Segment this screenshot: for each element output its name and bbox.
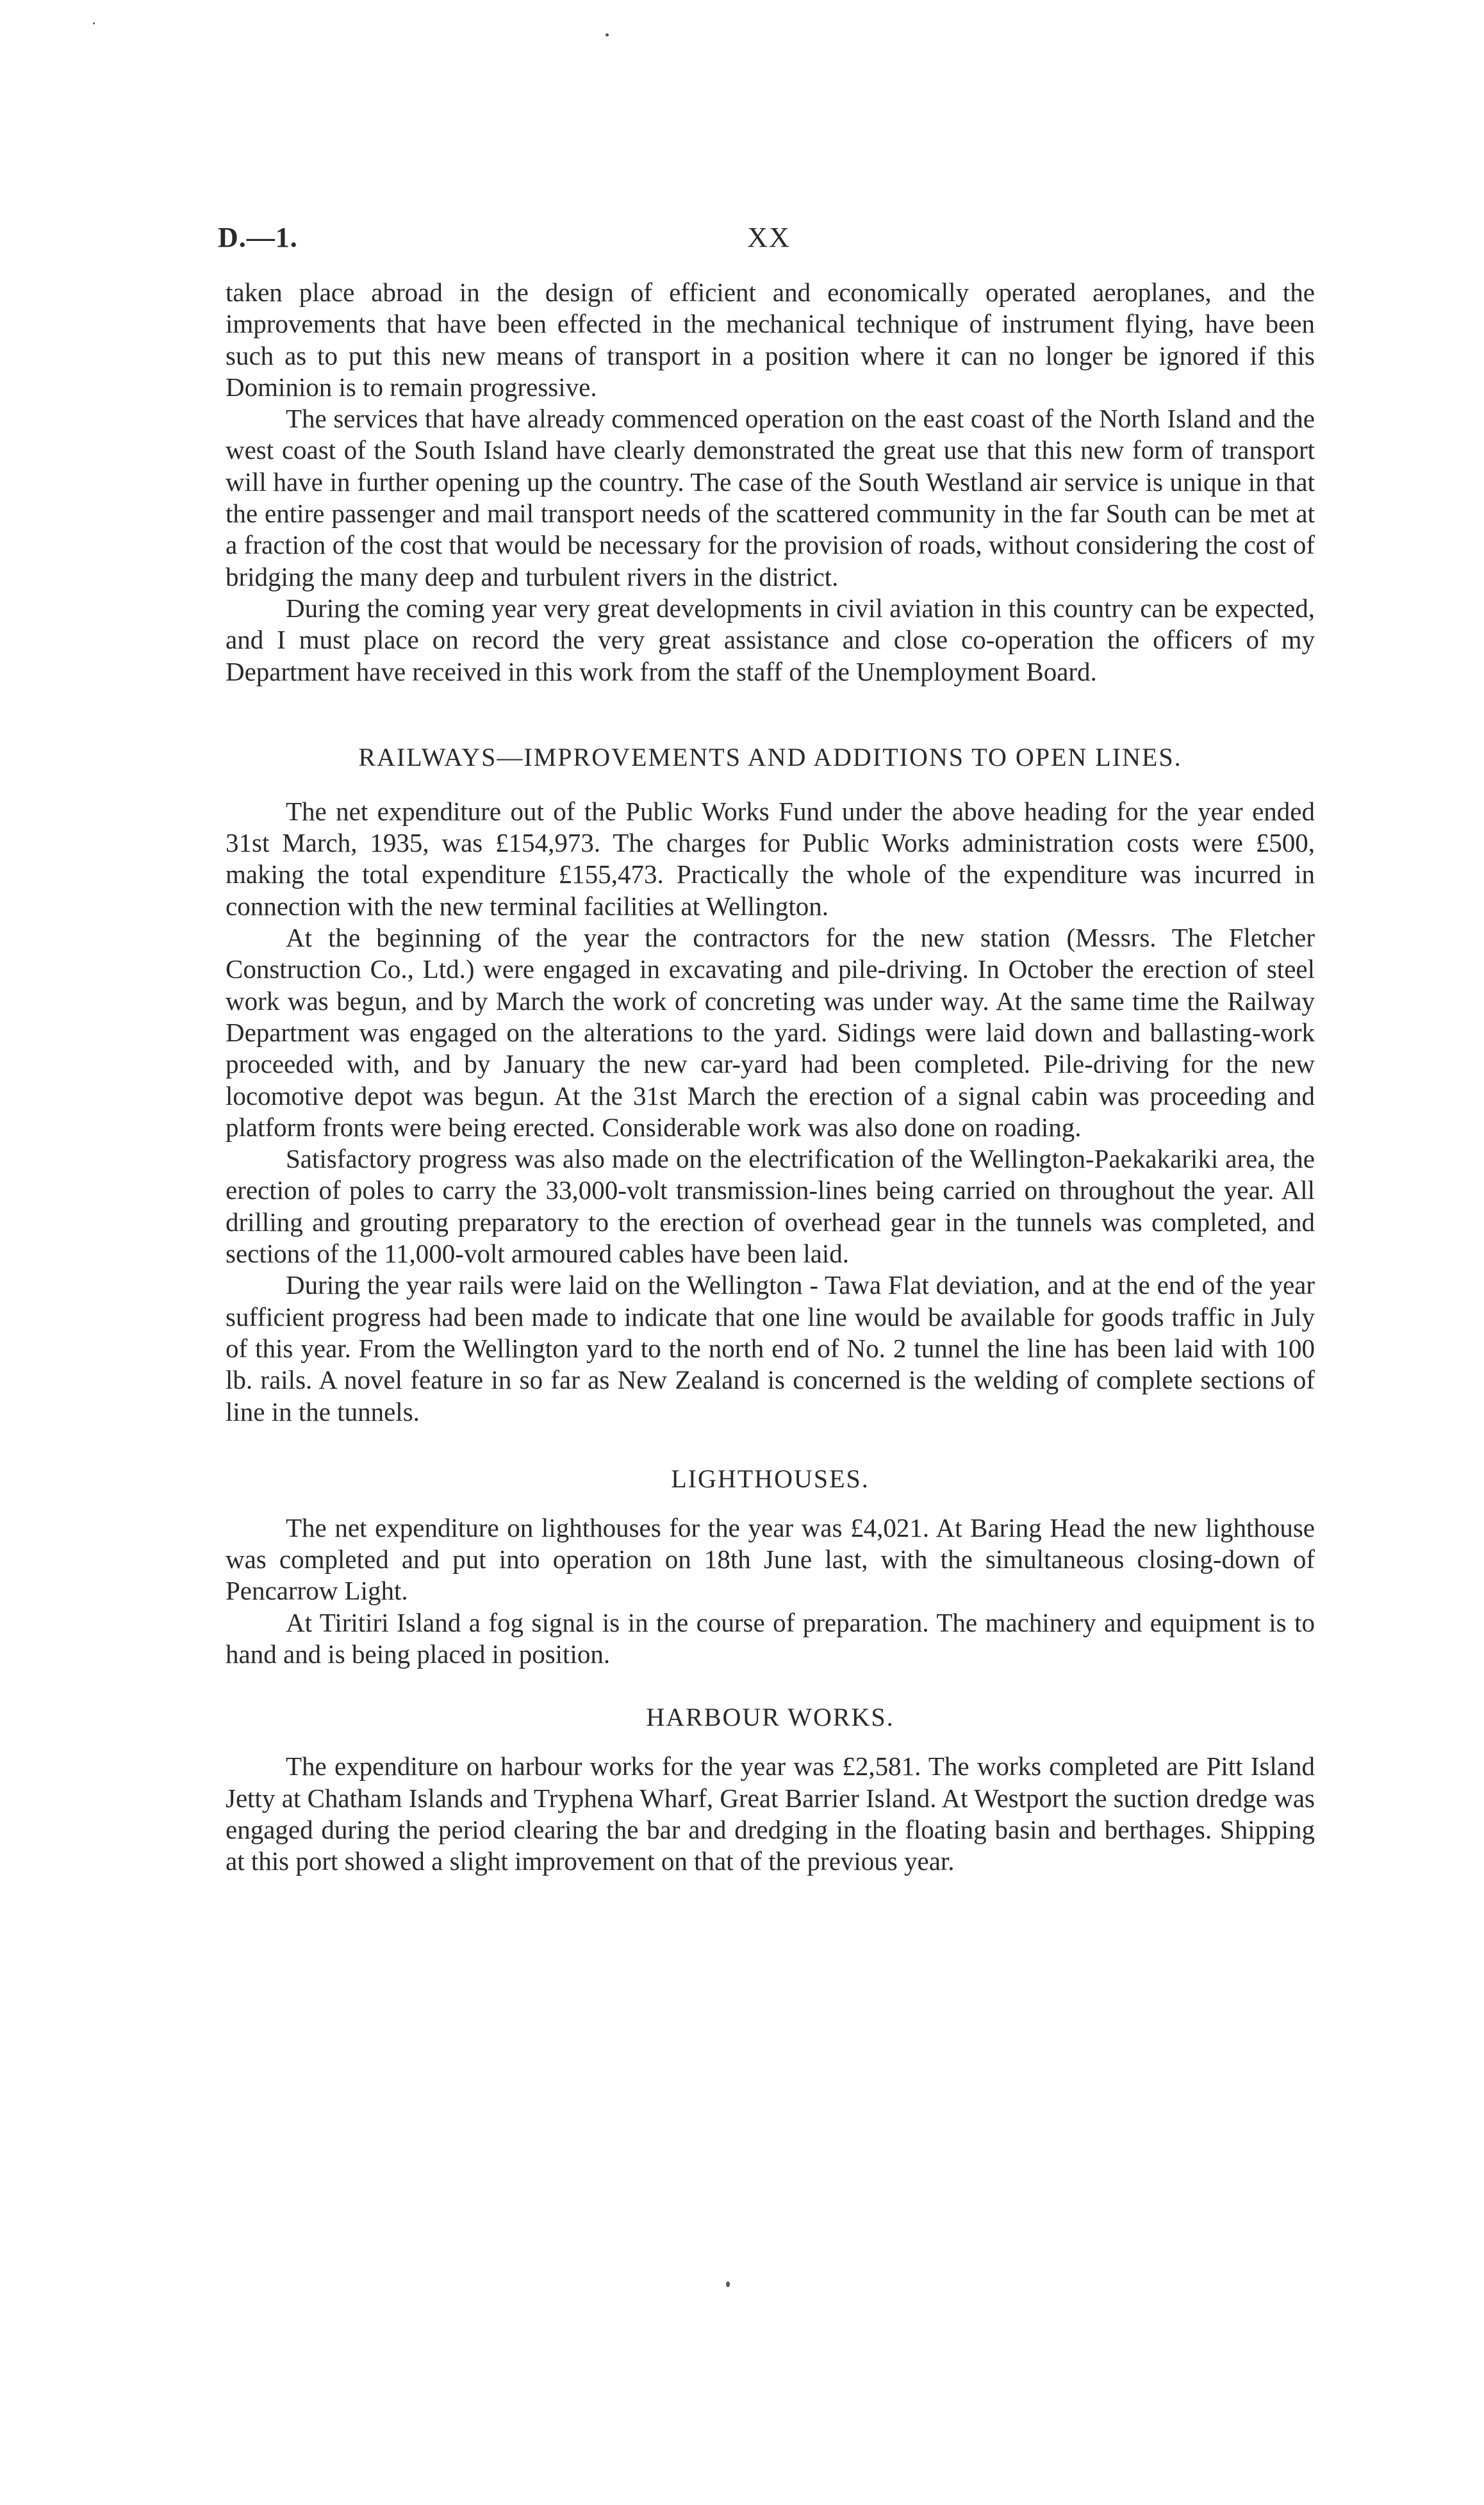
paragraph: taken place abroad in the design of efficient and economically operated aeroplanes, and the improvements that have been effected in the mechanical technique of instrument flying, have been such as to put this new means of transport in a position where it can no longer be ignored if this Dominion is to remain progressive. <box>226 277 1315 402</box>
page-number: XX <box>747 222 791 253</box>
scan-speck <box>93 22 95 24</box>
paragraph: During the year rails were laid on the Wellington - Tawa Flat deviation, and at the end of the year sufficient progress had been made to indicate that one line would be available for goods traffic in July of this year. From the Wellington yard to the north end of No. 2 tunnel the line has been laid with 100 lb. rails. A novel feature in so far as New Zealand is concerned is the welding of complete sections of line in the tunnels. <box>226 1270 1315 1426</box>
aviation-section <box>226 277 1315 688</box>
paragraph: The net expenditure out of the Public Works Fund under the above heading for the year ended 31st March, 1935, was £154,973. The charges for Public Works administration costs were £500, making the total expenditure £155,473. Practically the whole of the expenditure was incurred in connection with the new terminal facilities at Wellington. <box>226 796 1315 921</box>
paragraph: The services that have already commenced operation on the east coast of the North Island and the west coast of the South Island have clearly demonstrated the great use that this new form of transport will have in further opening up the country. The case of the South Westland air service is unique in that the entire passenger and mail transport needs of the scattered community in the far South can be met at a fraction of the cost that would be necessary for the provision of roads, without considering the cost of bridging the many deep and turbulent rivers in the district. <box>226 404 1315 591</box>
paragraph: The net expenditure on lighthouses for the year was £4,021. At Baring Head the new lighthouse was completed and put into operation on 18th June last, with the simultaneous closing-down of Pencarrow Light. <box>226 1512 1315 1606</box>
scan-speck <box>726 2281 730 2287</box>
section-heading-railways: RAILWAYS—IMPROVEMENTS AND ADDITIONS TO OPEN LINES. <box>358 742 1182 772</box>
paragraph: The expenditure on harbour works for the year was £2,581. The works completed are Pitt Island Jetty at Chatham Islands and Tryphena Wharf, Great Barrier Island. At Westport the suction dredge was engaged during the period clearing the bar and dredging in the floating basin and berthages. Shipping at this port showed a slight improvement on that of the previous year. <box>226 1751 1315 1876</box>
paragraph: At Tiritiri Island a fog signal is in the course of preparation. The machinery and equipment is to hand and is being placed in position. <box>226 1607 1315 1669</box>
page-body <box>226 277 1315 1877</box>
scan-speck <box>606 33 609 37</box>
harbour-section <box>226 1701 1315 1877</box>
document-reference: D.—1. <box>218 222 298 253</box>
paragraph: At the beginning of the year the contractors for the new station (Messrs. The Fletcher Construction Co., Ltd.) were engaged in excavating and pile-driving. In October the erection of steel work was begun, and by March the work of concreting was under way. At the same time the Railway Department was engaged on the alterations to the yard. Sidings were laid down and ballasting-work proceeded with, and by January the new car-yard had been completed. Pile-driving for the new locomotive depot was begun. At the 31st March the erection of a signal cabin was proceeding and platform fronts were being erected. Considerable work was also done on roading. <box>226 923 1315 1142</box>
paragraph: Satisfactory progress was also made on the electrification of the Wellington-Paekakariki area, the erection of poles to carry the 33,000-volt transmission-lines being carried on throughout the year. All drilling and grouting preparatory to the erection of overhead gear in the tunnels was completed, and sections of the 11,000-volt armoured cables have been laid. <box>226 1144 1315 1269</box>
lighthouses-section <box>226 1463 1315 1670</box>
section-heading-harbour: HARBOUR WORKS. <box>646 1703 895 1732</box>
railways-section <box>226 741 1315 1428</box>
page-header <box>218 221 1320 260</box>
section-heading-lighthouses: LIGHTHOUSES. <box>671 1464 870 1493</box>
paragraph: During the coming year very great developments in civil aviation in this country can be expected, and I must place on record the very great assistance and close co-operation the officers of my Department have received in this work from the staff of the Unemployment Board. <box>226 593 1315 686</box>
